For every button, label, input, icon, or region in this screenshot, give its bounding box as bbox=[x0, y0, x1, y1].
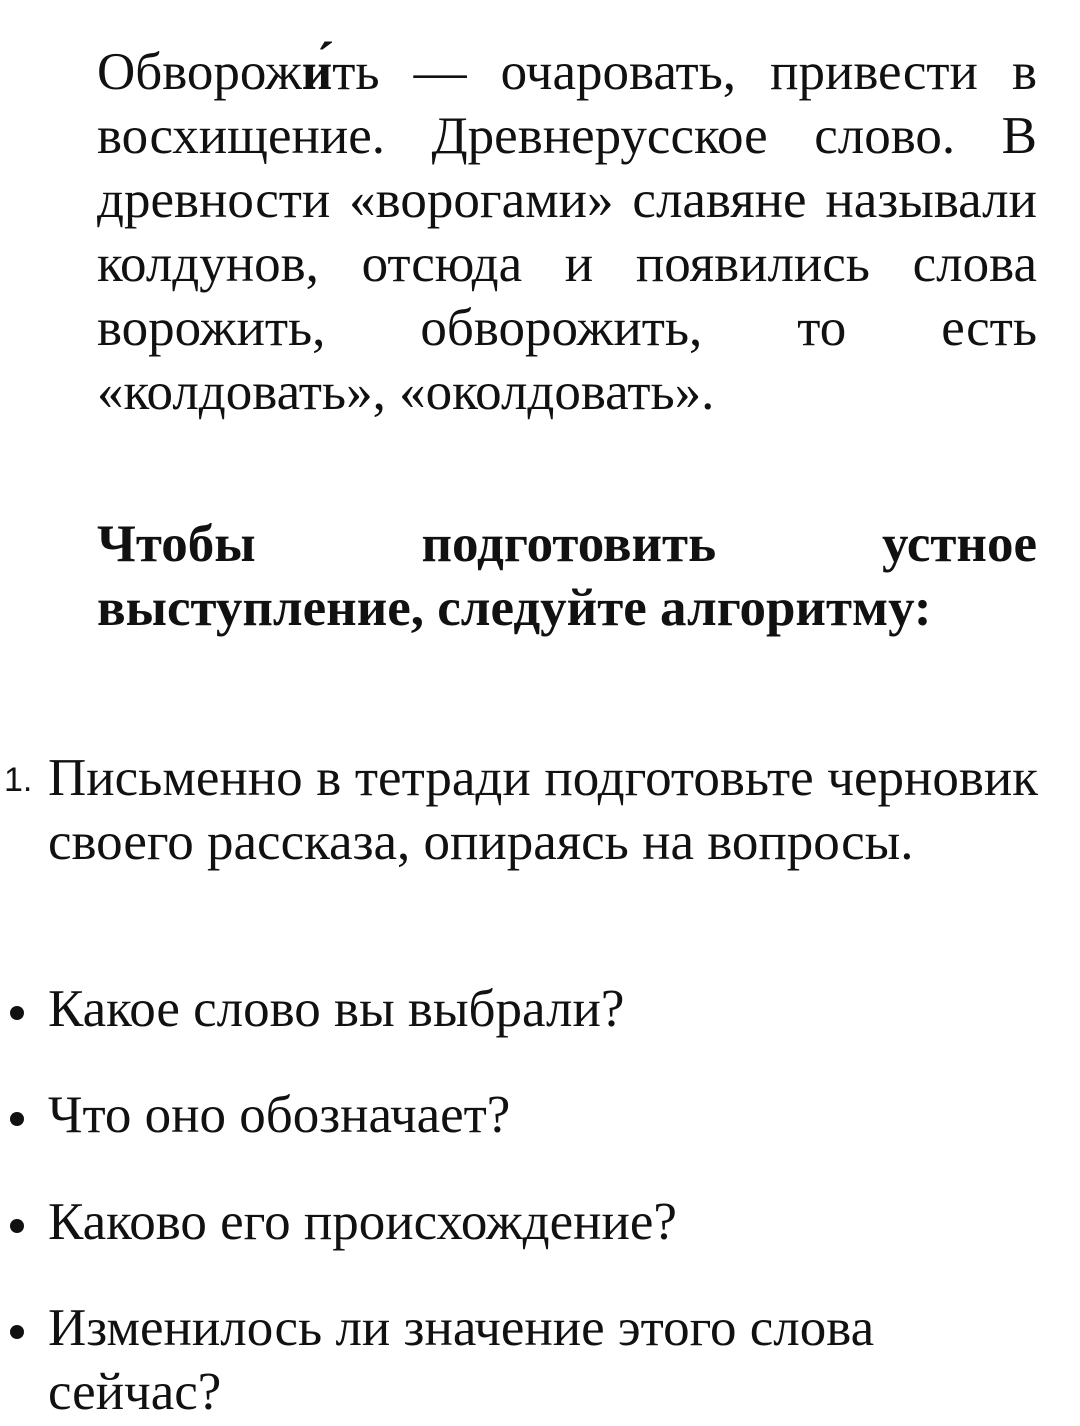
headword-end: ть bbox=[332, 43, 380, 101]
instruction-heading: Чтобы подготовить устное выступление, следуйте алгоритму: bbox=[97, 515, 1037, 637]
bullet-icon bbox=[10, 1219, 24, 1233]
definition-text: — очаровать, привести в восхищение. Древнерусское слово. В древности «ворогами» славяне называли колдунов, отсюда и появились слова ворожить, обворожить, то есть «колдовать», «околдовать». bbox=[97, 43, 1037, 421]
bullet-icon bbox=[10, 1112, 24, 1126]
question-text: Какое слово вы выбрали? bbox=[48, 980, 625, 1038]
headword-start: Обворож bbox=[97, 43, 302, 101]
question-text: Что оно обозначает? bbox=[48, 1086, 511, 1144]
bullet-icon bbox=[10, 1006, 24, 1020]
question-text: Изменилось ли значение этого слова сейчас? bbox=[48, 1299, 875, 1421]
list-item-text: Письменно в тетради подготовьте черновик своего рассказа, опираясь на вопросы. bbox=[48, 749, 1038, 871]
question-text: Каково его происхождение? bbox=[48, 1193, 677, 1251]
definition-paragraph bbox=[97, 40, 1037, 424]
bullet-icon bbox=[10, 1325, 24, 1339]
headword-accent: и́ bbox=[301, 43, 333, 101]
list-number: 1. bbox=[4, 761, 33, 799]
